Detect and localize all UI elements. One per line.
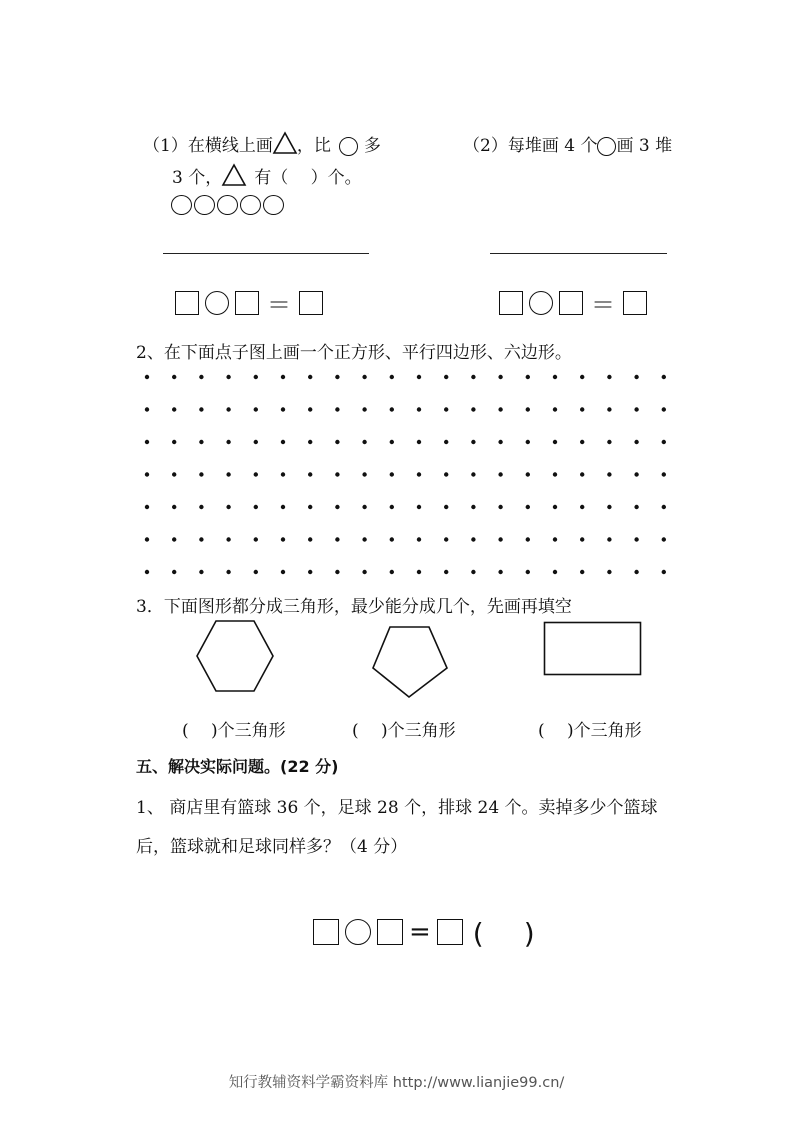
grid-dot[interactable] — [444, 570, 448, 574]
equals-sign: ＝ — [591, 291, 615, 319]
grid-dot[interactable] — [145, 472, 149, 476]
grid-dot[interactable] — [172, 505, 176, 509]
grid-dot[interactable] — [362, 472, 366, 476]
grid-dot[interactable] — [526, 505, 530, 509]
grid-dot[interactable] — [145, 570, 149, 574]
grid-dot[interactable] — [254, 537, 258, 541]
grid-dot[interactable] — [390, 440, 394, 444]
grid-dot[interactable] — [553, 570, 557, 574]
grid-dot[interactable] — [362, 375, 366, 379]
grid-dot[interactable] — [580, 570, 584, 574]
grid-dot[interactable] — [417, 570, 421, 574]
grid-dot[interactable] — [526, 375, 530, 379]
grid-dot[interactable] — [580, 472, 584, 476]
grid-dot[interactable] — [417, 407, 421, 411]
grid-dot[interactable] — [254, 472, 258, 476]
circle-icon — [263, 195, 284, 215]
grid-dot[interactable] — [553, 440, 557, 444]
grid-dot[interactable] — [553, 505, 557, 509]
hexagon-shape — [193, 618, 283, 698]
grid-dot[interactable] — [662, 375, 666, 379]
grid-dot[interactable] — [471, 537, 475, 541]
grid-dot[interactable] — [634, 440, 638, 444]
grid-dot[interactable] — [553, 537, 557, 541]
grid-dot[interactable] — [607, 505, 611, 509]
grid-dot[interactable] — [390, 537, 394, 541]
grid-dot[interactable] — [145, 537, 149, 541]
circle-icon — [339, 137, 358, 156]
unit-parentheses[interactable]: ( ) — [472, 917, 541, 950]
answer-box[interactable] — [559, 291, 583, 315]
grid-dot[interactable] — [662, 472, 666, 476]
q1-circle-row — [171, 195, 284, 215]
grid-dot[interactable] — [417, 505, 421, 509]
grid-dot[interactable] — [471, 375, 475, 379]
grid-dot[interactable] — [580, 505, 584, 509]
grid-dot[interactable] — [634, 472, 638, 476]
q1-part1-text-a: （1）在横线上画 — [143, 136, 273, 156]
q1-part1-line1 — [143, 131, 381, 156]
answer-box[interactable] — [235, 291, 259, 315]
equals-sign: = — [409, 917, 431, 947]
grid-dot[interactable] — [362, 570, 366, 574]
grid-dot[interactable] — [254, 570, 258, 574]
equals-sign: ＝ — [267, 291, 291, 319]
triangle-icon — [222, 164, 246, 186]
section5-equation — [313, 912, 541, 952]
grid-dot[interactable] — [335, 505, 339, 509]
grid-dot[interactable] — [607, 375, 611, 379]
grid-dot[interactable] — [281, 537, 285, 541]
grid-dot[interactable] — [444, 505, 448, 509]
grid-dot[interactable] — [172, 440, 176, 444]
q3-blank-1[interactable]: ( )个三角形 — [182, 721, 286, 741]
q1-part2-answer-line[interactable] — [490, 253, 667, 254]
grid-dot[interactable] — [172, 472, 176, 476]
grid-dot[interactable] — [145, 375, 149, 379]
grid-dot[interactable] — [662, 570, 666, 574]
q1-part1-text-c: 多 — [363, 136, 381, 156]
grid-dot[interactable] — [226, 440, 230, 444]
grid-dot[interactable] — [498, 375, 502, 379]
grid-dot[interactable] — [498, 440, 502, 444]
grid-dot[interactable] — [390, 505, 394, 509]
grid-dot[interactable] — [471, 440, 475, 444]
grid-dot[interactable] — [172, 375, 176, 379]
grid-dot[interactable] — [226, 505, 230, 509]
grid-dot[interactable] — [199, 472, 203, 476]
q1-part1-answer-line[interactable] — [163, 253, 369, 254]
section5-problem1-line2: 后，篮球就和足球同样多？（4 分） — [136, 837, 408, 857]
grid-dot[interactable] — [662, 407, 666, 411]
answer-box[interactable] — [377, 919, 403, 945]
grid-dot[interactable] — [634, 505, 638, 509]
grid-dot[interactable] — [226, 375, 230, 379]
grid-dot[interactable] — [308, 440, 312, 444]
grid-dot[interactable] — [281, 440, 285, 444]
grid-dot[interactable] — [281, 407, 285, 411]
grid-dot[interactable] — [444, 537, 448, 541]
grid-dot[interactable] — [498, 407, 502, 411]
circle-icon — [171, 195, 192, 215]
grid-dot[interactable] — [607, 537, 611, 541]
grid-dot[interactable] — [444, 440, 448, 444]
grid-dot[interactable] — [145, 440, 149, 444]
grid-dot[interactable] — [471, 570, 475, 574]
grid-dot[interactable] — [417, 375, 421, 379]
grid-dot[interactable] — [607, 472, 611, 476]
grid-dot[interactable] — [226, 407, 230, 411]
grid-dot[interactable] — [498, 472, 502, 476]
grid-dot[interactable] — [580, 440, 584, 444]
grid-dot[interactable] — [199, 570, 203, 574]
grid-dot[interactable] — [172, 407, 176, 411]
grid-dot[interactable] — [199, 440, 203, 444]
q1-part2-line1 — [463, 131, 672, 156]
answer-box[interactable] — [175, 291, 199, 315]
grid-dot[interactable] — [634, 407, 638, 411]
grid-dot[interactable] — [417, 472, 421, 476]
grid-dot[interactable] — [498, 505, 502, 509]
grid-dot[interactable] — [308, 375, 312, 379]
grid-dot[interactable] — [145, 407, 149, 411]
grid-dot[interactable] — [498, 537, 502, 541]
grid-dot[interactable] — [526, 570, 530, 574]
grid-dot[interactable] — [498, 570, 502, 574]
grid-dot[interactable] — [471, 407, 475, 411]
q3-title: 3．下面图形都分成三角形，最少能分成几个，先画再填空 — [136, 597, 572, 617]
grid-dot[interactable] — [553, 407, 557, 411]
grid-dot[interactable] — [335, 407, 339, 411]
grid-dot[interactable] — [281, 570, 285, 574]
grid-dot[interactable] — [362, 505, 366, 509]
q3-blank-2[interactable]: ( )个三角形 — [352, 721, 456, 741]
grid-dot[interactable] — [662, 505, 666, 509]
grid-dot[interactable] — [199, 407, 203, 411]
grid-dot[interactable] — [226, 472, 230, 476]
answer-box[interactable] — [623, 291, 647, 315]
grid-dot[interactable] — [199, 375, 203, 379]
q1-part1-text-d: 3 个， — [172, 168, 223, 188]
grid-dot[interactable] — [580, 537, 584, 541]
answer-box[interactable] — [313, 919, 339, 945]
operator-circle[interactable] — [205, 291, 229, 315]
q1-part2-text-a: （2）每堆画 4 个 — [463, 136, 598, 156]
grid-dot[interactable] — [553, 375, 557, 379]
grid-dot[interactable] — [634, 537, 638, 541]
grid-dot[interactable] — [308, 570, 312, 574]
section5-problem1-line1: 1、 商店里有篮球 36 个，足球 28 个，排球 24 个。卖掉多少个篮球 — [136, 798, 658, 818]
grid-dot[interactable] — [390, 407, 394, 411]
grid-dot[interactable] — [607, 440, 611, 444]
circle-icon — [597, 137, 616, 156]
grid-dot[interactable] — [226, 537, 230, 541]
grid-dot[interactable] — [444, 407, 448, 411]
q1-part1-text-e: 有（ ）个。 — [254, 168, 362, 188]
grid-dot[interactable] — [526, 440, 530, 444]
q1-part1-equation — [175, 285, 323, 320]
grid-dot[interactable] — [281, 375, 285, 379]
grid-dot[interactable] — [172, 570, 176, 574]
grid-dot[interactable] — [390, 375, 394, 379]
grid-dot[interactable] — [335, 570, 339, 574]
grid-dot[interactable] — [634, 375, 638, 379]
operator-circle[interactable] — [529, 291, 553, 315]
grid-dot[interactable] — [390, 570, 394, 574]
grid-dot[interactable] — [254, 505, 258, 509]
triangle-icon — [273, 132, 297, 154]
grid-dot[interactable] — [662, 440, 666, 444]
grid-dot[interactable] — [362, 537, 366, 541]
rectangle-shape — [543, 621, 643, 677]
grid-dot[interactable] — [308, 537, 312, 541]
grid-dot[interactable] — [145, 505, 149, 509]
grid-dot[interactable] — [362, 407, 366, 411]
grid-dot[interactable] — [335, 440, 339, 444]
grid-dot[interactable] — [417, 537, 421, 541]
q1-part2-text-b: 画 3 堆 — [616, 136, 673, 156]
grid-dot[interactable] — [254, 375, 258, 379]
pentagon-shape — [368, 622, 458, 702]
grid-dot[interactable] — [335, 537, 339, 541]
circle-icon — [217, 195, 238, 215]
grid-dot[interactable] — [308, 505, 312, 509]
grid-dot[interactable] — [308, 407, 312, 411]
grid-dot[interactable] — [226, 570, 230, 574]
footer-watermark: 知行教辅资料学霸资料库 http://www.lianjie99.cn/ — [228, 1075, 565, 1091]
q1-part1-text-b: ，比 — [296, 136, 331, 156]
grid-dot[interactable] — [526, 407, 530, 411]
grid-dot[interactable] — [580, 407, 584, 411]
grid-dot[interactable] — [471, 505, 475, 509]
answer-box[interactable] — [499, 291, 523, 315]
q3-blank-3[interactable]: ( )个三角形 — [538, 721, 642, 741]
grid-dot[interactable] — [390, 472, 394, 476]
grid-dot[interactable] — [362, 440, 366, 444]
grid-dot[interactable] — [335, 375, 339, 379]
grid-dot[interactable] — [417, 440, 421, 444]
q1-part2-equation — [499, 285, 647, 320]
grid-dot[interactable] — [172, 537, 176, 541]
grid-dot[interactable] — [580, 375, 584, 379]
operator-circle[interactable] — [345, 919, 371, 945]
circle-icon — [194, 195, 215, 215]
grid-dot[interactable] — [444, 472, 448, 476]
grid-dot[interactable] — [526, 537, 530, 541]
circle-icon — [240, 195, 261, 215]
grid-dot[interactable] — [199, 505, 203, 509]
grid-dot[interactable] — [281, 505, 285, 509]
grid-dot[interactable] — [526, 472, 530, 476]
q1-part1-line2 — [172, 163, 362, 188]
dot-grid[interactable] — [140, 368, 700, 588]
grid-dot[interactable] — [444, 375, 448, 379]
grid-dot[interactable] — [254, 440, 258, 444]
section5-title: 五、解决实际问题。(22 分) — [136, 757, 339, 776]
grid-dot[interactable] — [199, 537, 203, 541]
grid-dot[interactable] — [308, 472, 312, 476]
grid-dot[interactable] — [471, 472, 475, 476]
answer-box[interactable] — [437, 919, 463, 945]
answer-box[interactable] — [299, 291, 323, 315]
grid-dot[interactable] — [662, 537, 666, 541]
grid-dot[interactable] — [553, 472, 557, 476]
grid-dot[interactable] — [607, 570, 611, 574]
grid-dot[interactable] — [335, 472, 339, 476]
grid-dot[interactable] — [634, 570, 638, 574]
q2-title: 2、在下面点子图上画一个正方形、平行四边形、六边形。 — [136, 343, 572, 363]
grid-dot[interactable] — [281, 472, 285, 476]
grid-dot[interactable] — [254, 407, 258, 411]
grid-dot[interactable] — [607, 407, 611, 411]
